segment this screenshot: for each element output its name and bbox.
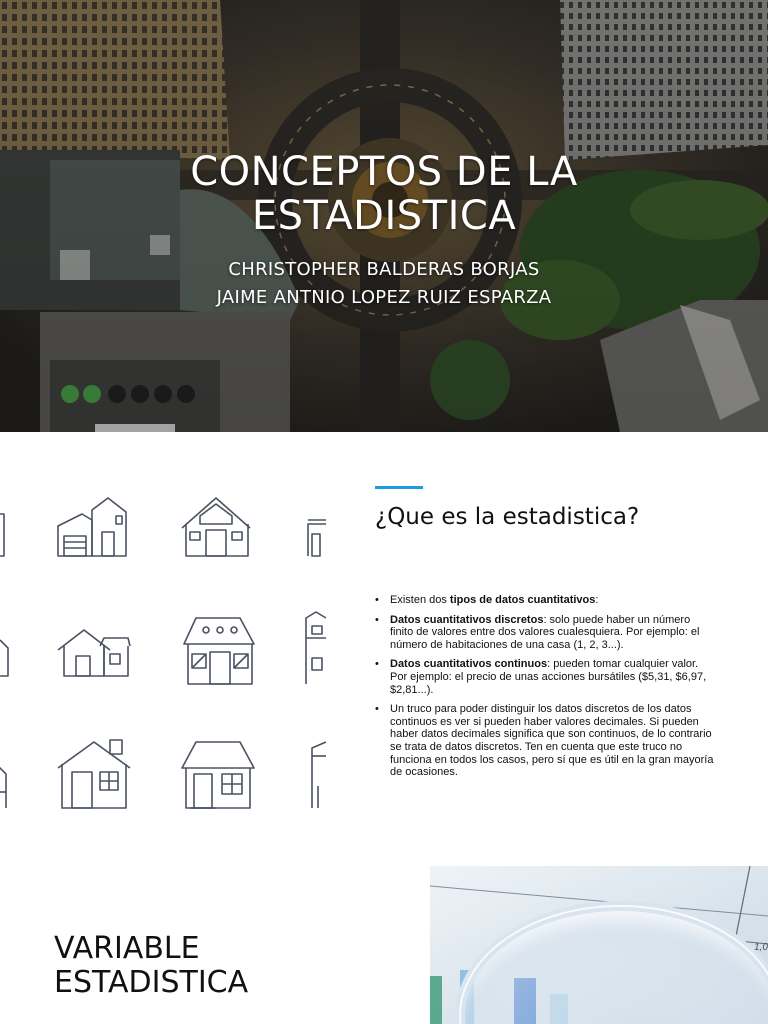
slide-heading: ¿Que es la estadistica? [375, 504, 640, 530]
houses-illustration [0, 432, 326, 866]
slide-title-line1: CONCEPTOS DE LA [190, 149, 578, 195]
house-icon [0, 764, 6, 808]
house-icon [182, 498, 250, 556]
house-icon [184, 618, 254, 684]
bullet-list [374, 594, 714, 786]
bullet-text: : solo puede haber un número finito de valores entre dos valores cualesquiera. Por ejemplo: el número de habitaciones de una casa (1, 2, 3...). [390, 613, 700, 651]
house-icon [182, 742, 254, 808]
bullet-text: : pueden tomar cualquier valor. Por ejemplo: el precio de unas acciones bursátiles ($5,31, $6,97, $2,81...). [390, 658, 707, 696]
house-icon [312, 742, 326, 808]
bullet-bold-text: Datos cuantitativos discretos [390, 613, 544, 626]
slide-title-line2: ESTADISTICA [54, 965, 249, 1000]
house-icon [306, 612, 326, 684]
house-icon [58, 498, 126, 556]
house-icon [58, 740, 130, 808]
slide-title [0, 150, 768, 238]
chart-magnifier-photo [430, 866, 768, 1024]
accent-bar [375, 486, 423, 489]
house-icon [0, 514, 4, 556]
slide-title [54, 932, 248, 1000]
photo-axis-label: 1,0 [754, 942, 768, 953]
slide-title-line2: ESTADISTICA [251, 193, 517, 239]
bullet-item [374, 594, 714, 607]
house-icon [0, 640, 8, 676]
author-name-2: JAIME ANTNIO LOPEZ RUIZ ESPARZA [216, 287, 552, 308]
house-icon [308, 520, 326, 556]
variable-slide [0, 866, 768, 1024]
bullet-item [374, 703, 714, 779]
bullet-item [374, 658, 714, 696]
title-slide [0, 0, 768, 432]
photo-graphic [430, 866, 768, 1024]
slide-title-line1: VARIABLE [54, 931, 200, 966]
bullet-text: Existen dos [390, 594, 450, 606]
house-icon [58, 630, 130, 676]
bullet-bold-text: tipos de datos cuantitativos [449, 594, 596, 606]
bullet-text: : [595, 594, 599, 606]
definition-slide [0, 432, 768, 866]
author-name-1: CHRISTOPHER BALDERAS BORJAS [228, 259, 540, 280]
bullet-text: Un truco para poder distinguir los datos discretos de los datos continuos es ver si pueden haber valores decimales. Si pueden haber datos decimales significa que son continuos, de lo contrario se trata de datos discretos. Ten en cuenta que este truco no funciona en todos los casos, pero sí que es útil en la gran mayoría de ocasiones. [390, 703, 714, 779]
bullet-bold-text: Datos cuantitativos continuos [390, 658, 548, 671]
bullet-item [374, 614, 714, 652]
